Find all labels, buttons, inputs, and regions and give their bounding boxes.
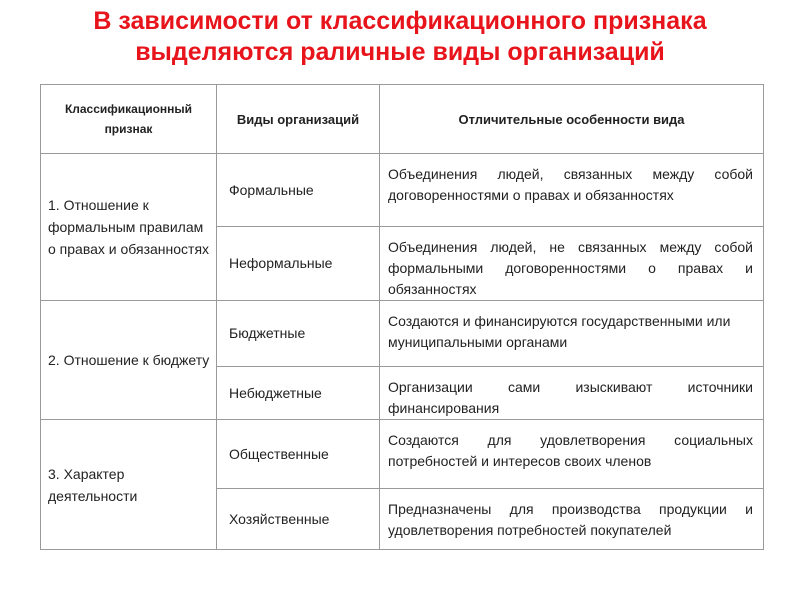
header-types: Виды организаций <box>217 85 380 154</box>
header-criterion-line-2: признак <box>104 122 153 136</box>
title-line-2: выделяются раличные виды организаций <box>135 38 665 66</box>
table-header-row <box>41 85 764 154</box>
criterion-cell: 2. Отношение к бюджету <box>41 301 217 420</box>
table-row <box>41 420 764 489</box>
type-cell: Неформальные <box>217 227 380 301</box>
page-title <box>0 6 800 68</box>
feature-cell: Организации сами изыскивают источники финансирования <box>380 367 764 420</box>
type-cell: Небюджетные <box>217 367 380 420</box>
table-row <box>41 301 764 367</box>
type-cell: Бюджетные <box>217 301 380 367</box>
criterion-cell: 1. Отношение к формальным правилам о правах и обязанностях <box>41 154 217 301</box>
feature-cell: Создаются для удовлетворения социальных потребностей и интересов своих членов <box>380 420 764 489</box>
feature-cell: Объединения людей, не связанных между собой формальными договоренностями о правах и обязанностях <box>380 227 764 301</box>
header-criterion-line-1: Классификационный <box>64 102 193 116</box>
feature-cell: Объединения людей, связанных между собой договоренностями о правах и обязанностях <box>380 154 764 227</box>
type-cell: Общественные <box>217 420 380 489</box>
header-features: Отличительные особенности вида <box>380 85 764 154</box>
header-criterion <box>41 85 217 154</box>
type-cell: Хозяйственные <box>217 489 380 550</box>
feature-cell: Создаются и финансируются государственными или муниципальными органами <box>380 301 764 367</box>
title-line-1: В зависимости от классификационного признака <box>93 7 707 35</box>
table-row <box>41 154 764 227</box>
organization-types-table <box>40 84 764 550</box>
feature-cell: Предназначены для производства продукции и удовлетворения потребностей покупателей <box>380 489 764 550</box>
type-cell: Формальные <box>217 154 380 227</box>
criterion-cell: 3. Характер деятельности <box>41 420 217 550</box>
